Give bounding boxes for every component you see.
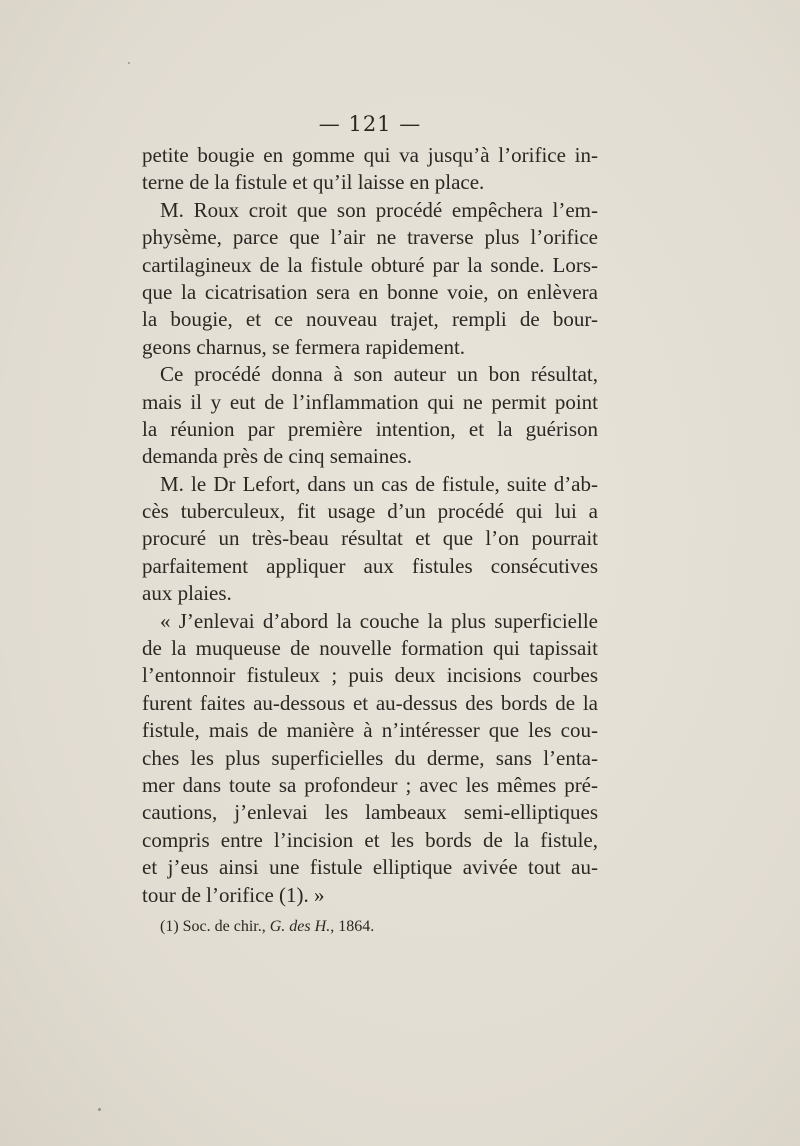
text-line: petite bougie en gomme qui va jusqu’à l’orifice in- — [142, 143, 598, 167]
text-line: cès tuberculeux, fit usage d’un procédé qui lui a — [142, 499, 598, 524]
text-line: parfaitement appliquer aux fistules consécutives — [142, 553, 598, 578]
text-line: geons charnus, se fermera rapidement. — [142, 334, 466, 359]
body-text — [142, 142, 598, 909]
text-line: M. le Dr Lefort, dans un cas de fistule, suite d’ab- — [160, 471, 598, 496]
text-line: terne de la fistule et qu’il laisse en place. — [142, 170, 485, 195]
text-line: la bougie, et ce nouveau trajet, rempli de bour- — [142, 307, 598, 332]
text-line: l’entonnoir fistuleux ; puis deux incisions courbes — [142, 663, 598, 688]
text-line: et j’eus ainsi une fistule elliptique avivée tout au- — [142, 855, 598, 880]
text-line: M. Roux croit que son procédé empêchera l’em- — [160, 197, 598, 222]
text-line: demanda près de cinq semaines. — [142, 444, 412, 469]
text-line: physème, parce que l’air ne traverse plus l’orifice — [142, 225, 598, 250]
page-number-text: — 121 — — [318, 112, 422, 136]
text-line: procuré un très-beau résultat et que l’on pourrait — [142, 526, 598, 551]
text-line: mais il y eut de l’inflammation qui ne permit point — [142, 389, 598, 414]
footnote — [160, 918, 374, 936]
text-line: la réunion par première intention, et la guérison — [142, 416, 598, 441]
footnote-marker: (1) — [160, 918, 179, 935]
text-line: mer dans toute sa profondeur ; avec les mêmes pré- — [142, 772, 598, 797]
text-line: cartilagineux de la fistule obturé par la sonde. Lors- — [142, 252, 598, 277]
page-number — [0, 112, 740, 136]
paper-speck — [128, 62, 130, 64]
text-line: que la cicatrisation sera en bonne voie, on enlèvera — [142, 279, 598, 304]
paper-speck — [98, 1108, 101, 1111]
footnote-year: , 1864. — [330, 918, 375, 935]
text-line: ches les plus superficielles du derme, sans l’enta- — [142, 745, 598, 770]
text-line: aux plaies. — [142, 581, 232, 606]
text-line: « J’enlevai d’abord la couche la plus superficielle — [160, 608, 598, 633]
footnote-text: Soc. de chir., — [182, 918, 266, 935]
text-line: cautions, j’enlevai les lambeaux semi-elliptiques — [142, 800, 598, 825]
text-line: furent faites au-dessous et au-dessus des bords de la — [142, 690, 598, 715]
text-line: de la muqueuse de nouvelle formation qui tapissait — [142, 636, 598, 661]
footnote-journal: G. des H. — [269, 918, 331, 935]
text-line: tour de l’orifice (1). » — [142, 882, 325, 907]
text-line: fistule, mais de manière à n’intéresser que les cou- — [142, 718, 598, 743]
text-line: Ce procédé donna à son auteur un bon résultat, — [160, 362, 598, 387]
text-line: compris entre l’incision et les bords de la fistule, — [142, 827, 598, 852]
